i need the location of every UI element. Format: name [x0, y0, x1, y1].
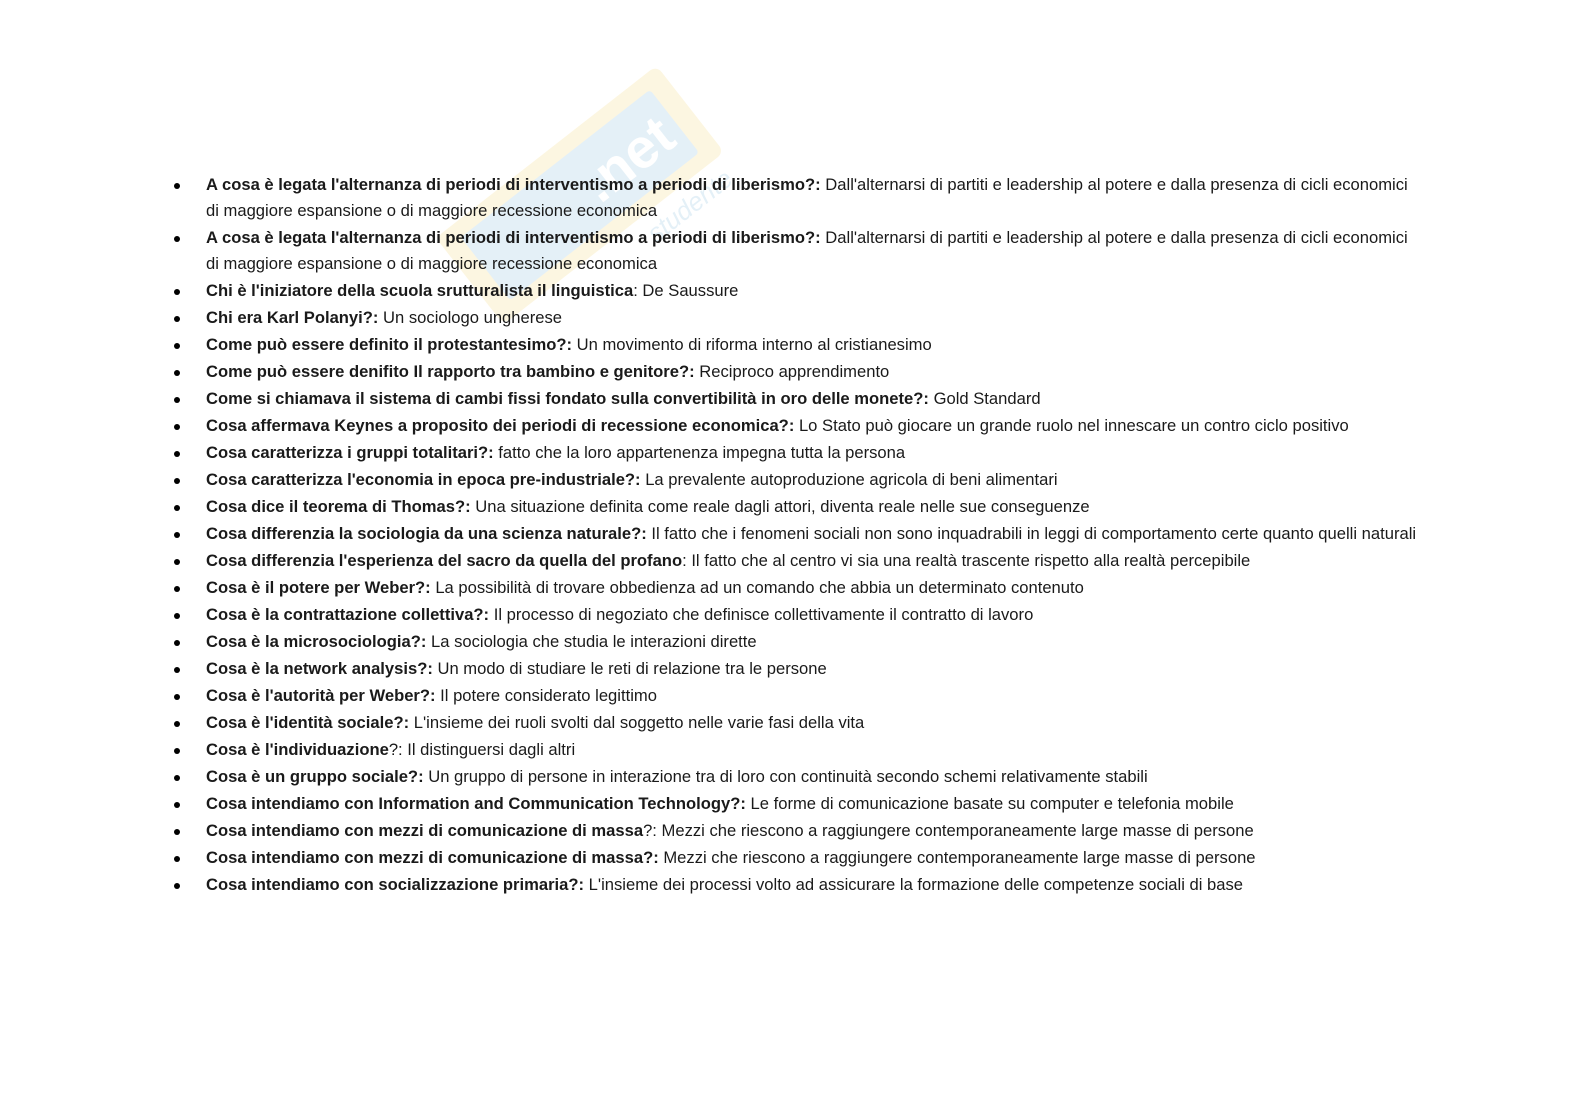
bullet-icon	[174, 316, 180, 322]
answer-text: Un sociologo ungherese	[378, 308, 563, 327]
bullet-icon	[174, 559, 180, 565]
bullet-icon	[174, 424, 180, 430]
list-item	[170, 521, 1420, 547]
answer-text: : Il fatto che al centro vi sia una realtà trascente rispetto alla realtà percepibile	[682, 551, 1251, 570]
list-item	[170, 467, 1420, 493]
question-text: A cosa è legata l'alternanza di periodi di interventismo a periodi di liberismo?:	[206, 175, 821, 194]
question-text: Cosa è la microsociologia?:	[206, 632, 427, 651]
list-item	[170, 818, 1420, 844]
list-item	[170, 710, 1420, 736]
bullet-icon	[174, 505, 180, 511]
question-text: Cosa è un gruppo sociale?:	[206, 767, 424, 786]
answer-text: Mezzi che riescono a raggiungere contemporaneamente large masse di persone	[658, 848, 1256, 867]
question-text: Cosa differenzia la sociologia da una scienza naturale?:	[206, 524, 647, 543]
list-item	[170, 791, 1420, 817]
question-text: Cosa intendiamo con socializzazione primaria?:	[206, 875, 585, 894]
answer-text: La prevalente autoproduzione agricola di beni alimentari	[640, 470, 1058, 489]
bullet-icon	[174, 802, 180, 808]
question-text: Chi è l'iniziatore della scuola srutturalista il linguistica	[206, 281, 634, 300]
bullet-icon	[174, 775, 180, 781]
answer-text: L'insieme dei ruoli svolti dal soggetto nelle varie fasi della vita	[409, 713, 865, 732]
bullet-icon	[174, 343, 180, 349]
answer-text: Dall'alternarsi di partiti e leadership al potere e dalla presenza di cicli economici di maggiore espansione o di maggiore recessione economica	[206, 228, 1408, 273]
answer-text: La sociologia che studia le interazioni dirette	[426, 632, 757, 651]
bullet-icon	[174, 451, 180, 457]
answer-text: Il processo di negoziato che definisce collettivamente il contratto di lavoro	[489, 605, 1034, 624]
question-text: Cosa è il potere per Weber?:	[206, 578, 431, 597]
question-text: Cosa intendiamo con Information and Communication Technology?:	[206, 794, 746, 813]
bullet-icon	[174, 236, 180, 242]
question-text: Cosa dice il teorema di Thomas?:	[206, 497, 471, 516]
answer-text: Le forme di comunicazione basate su computer e telefonia mobile	[745, 794, 1234, 813]
answer-text: Il potere considerato legittimo	[435, 686, 657, 705]
list-item	[170, 683, 1420, 709]
question-text: Cosa intendiamo con mezzi di comunicazione di massa?:	[206, 848, 659, 867]
answer-text: Un modo di studiare le reti di relazione tra le persone	[432, 659, 827, 678]
answer-text: Dall'alternarsi di partiti e leadership al potere e dalla presenza di cicli economici di maggiore espansione o di maggiore recessione economica	[206, 175, 1408, 220]
list-item	[170, 548, 1420, 574]
list-item	[170, 602, 1420, 628]
question-text: Chi era Karl Polanyi?:	[206, 308, 379, 327]
question-text: Cosa caratterizza l'economia in epoca pre-industriale?:	[206, 470, 641, 489]
answer-text: L'insieme dei processi volto ad assicurare la formazione delle competenze sociali di base	[584, 875, 1244, 894]
list-item	[170, 278, 1420, 304]
bullet-icon	[174, 183, 180, 189]
bullet-icon	[174, 883, 180, 889]
bullet-icon	[174, 289, 180, 295]
answer-text: La possibilità di trovare obbedienza ad un comando che abbia un determinato contenuto	[430, 578, 1084, 597]
bullet-icon	[174, 667, 180, 673]
bullet-icon	[174, 856, 180, 862]
answer-text: ?: Mezzi che riescono a raggiungere contemporaneamente large masse di persone	[643, 821, 1254, 840]
question-text: Cosa è la network analysis?:	[206, 659, 433, 678]
bullet-icon	[174, 748, 180, 754]
bullet-icon	[174, 397, 180, 403]
list-item	[170, 332, 1420, 358]
answer-text: Un movimento di riforma interno al cristianesimo	[572, 335, 932, 354]
list-item	[170, 359, 1420, 385]
question-text: Cosa è l'identità sociale?:	[206, 713, 410, 732]
bullet-icon	[174, 694, 180, 700]
question-text: A cosa è legata l'alternanza di periodi di interventismo a periodi di liberismo?:	[206, 228, 821, 247]
answer-text: : De Saussure	[633, 281, 739, 300]
bullet-icon	[174, 586, 180, 592]
list-item	[170, 172, 1420, 224]
list-item	[170, 494, 1420, 520]
question-text: Come può essere definito il protestantesimo?:	[206, 335, 573, 354]
question-text: Cosa intendiamo con mezzi di comunicazione di massa	[206, 821, 644, 840]
list-item	[170, 845, 1420, 871]
bullet-icon	[174, 370, 180, 376]
bullet-icon	[174, 721, 180, 727]
question-text: Come si chiamava il sistema di cambi fissi fondato sulla convertibilità in oro delle monete?:	[206, 389, 929, 408]
answer-text: Gold Standard	[928, 389, 1041, 408]
list-item	[170, 764, 1420, 790]
list-item	[170, 225, 1420, 277]
answer-text: Lo Stato può giocare un grande ruolo nel innescare un contro ciclo positivo	[794, 416, 1349, 435]
answer-text: fatto che la loro appartenenza impegna tutta la persona	[493, 443, 906, 462]
list-item	[170, 440, 1420, 466]
list-item	[170, 872, 1420, 898]
list-item	[170, 656, 1420, 682]
answer-text: Un gruppo di persone in interazione tra di loro con continuità secondo schemi relativamente stabili	[423, 767, 1148, 786]
answer-text: Reciproco apprendimento	[694, 362, 890, 381]
bullet-icon	[174, 532, 180, 538]
bullet-icon	[174, 640, 180, 646]
list-item	[170, 737, 1420, 763]
question-text: Cosa differenzia l'esperienza del sacro da quella del profano	[206, 551, 683, 570]
answer-text: Il fatto che i fenomeni sociali non sono inquadrabili in leggi di comportamento certe quanto quelli naturali	[646, 524, 1417, 543]
watermark-text: .net	[568, 103, 687, 215]
watermark-subtitle: studente	[641, 163, 739, 249]
list-item	[170, 629, 1420, 655]
question-text: Cosa è l'individuazione	[206, 740, 389, 759]
list-item	[170, 575, 1420, 601]
list-item	[170, 305, 1420, 331]
qa-list	[170, 172, 1420, 899]
question-text: Come può essere denifito Il rapporto tra bambino e genitore?:	[206, 362, 695, 381]
question-text: Cosa caratterizza i gruppi totalitari?:	[206, 443, 494, 462]
bullet-icon	[174, 478, 180, 484]
question-text: Cosa è la contrattazione collettiva?:	[206, 605, 490, 624]
bullet-icon	[174, 613, 180, 619]
bullet-icon	[174, 829, 180, 835]
answer-text: Una situazione definita come reale dagli attori, diventa reale nelle sue conseguenze	[470, 497, 1090, 516]
list-item	[170, 413, 1420, 439]
list-item	[170, 386, 1420, 412]
question-text: Cosa affermava Keynes a proposito dei periodi di recessione economica?:	[206, 416, 795, 435]
answer-text: ?: Il distinguersi dagli altri	[388, 740, 576, 759]
question-text: Cosa è l'autorità per Weber?:	[206, 686, 436, 705]
